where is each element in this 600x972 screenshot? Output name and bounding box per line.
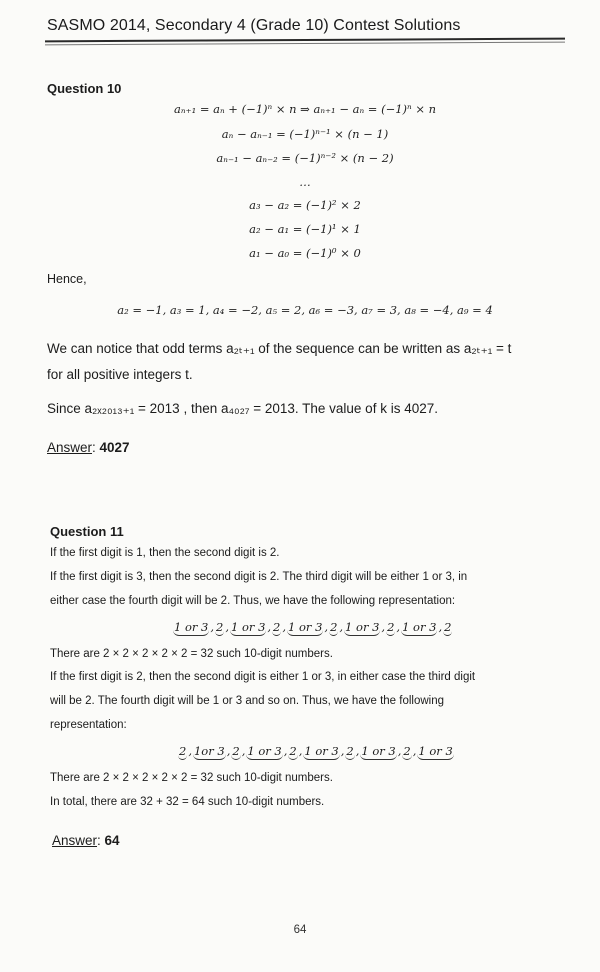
q11-answer: Answer: 64 xyxy=(52,833,120,848)
q11-line-3: either case the fourth digit will be 2. Thus, we have the following representation: xyxy=(50,595,456,607)
q10-hence: Hence, xyxy=(47,272,87,286)
q10-eq-1: aₙ₊₁ = aₙ + (−1)ⁿ × n ⇒ aₙ₊₁ − aₙ = (−1)ⁿ × n xyxy=(173,102,437,116)
q10-eq-5: a₃ − a₂ = (−1)² × 2 xyxy=(249,198,361,212)
q11-count-2: There are 2 × 2 × 2 × 2 × 2 = 32 such 10-digit numbers. xyxy=(50,772,333,784)
answer-label: Answer xyxy=(52,833,98,848)
group-odd: 1 or 3 xyxy=(174,620,209,634)
q10-notice-line1: We can notice that odd terms a₂ₜ₊₁ of the sequence can be written as a₂ₜ₊₁ = t xyxy=(47,341,512,356)
q10-answer: Answer: 4027 xyxy=(47,440,130,455)
q10-eq-6: a₂ − a₁ = (−1)¹ × 1 xyxy=(249,222,361,236)
answer-label: Answer xyxy=(47,440,93,455)
q10-eq-7: a₁ − a₀ = (−1)⁰ × 0 xyxy=(249,246,361,260)
header-title: SASMO 2014, Secondary 4 (Grade 10) Contest Solutions xyxy=(47,17,461,34)
q11-line-2: If the first digit is 3, then the second digit is 2. The third digit will be either 1 or 3, in xyxy=(50,571,468,583)
answer-value: 64 xyxy=(104,833,120,848)
q10-eq-2: aₙ − aₙ₋₁ = (−1)ⁿ⁻¹ × (n − 1) xyxy=(221,127,389,141)
q11-line-1: If the first digit is 1, then the second digit is 2. xyxy=(50,547,280,559)
q10-since-line: Since a₂ₓ₂₀₁₃₊₁ = 2013 , then a₄₀₂₇ = 2013. The value of k is 4027. xyxy=(47,401,438,416)
q11-count-1: There are 2 × 2 × 2 × 2 × 2 = 32 such 10-digit numbers. xyxy=(50,648,333,660)
answer-value: 4027 xyxy=(99,440,130,455)
q11-line-4: If the first digit is 2, then the second digit is either 1 or 3, in either case the third digit xyxy=(50,671,476,683)
q11-total: In total, there are 32 + 32 = 64 such 10-digit numbers. xyxy=(50,796,325,808)
q10-sequence: a₂ = −1, a₃ = 1, a₄ = −2, a₅ = 2, a₆ = −3, a₇ = 3, a₈ = −4, a₉ = 4 xyxy=(117,303,493,317)
question-11-heading: Question 11 xyxy=(50,524,124,539)
question-10-heading: Question 10 xyxy=(47,81,122,96)
q11-representation-2: 2 , 1or 3 , 2 , 1 or 3 , 2 , 1 or 3 , 2 , 1 or 3 , 2 , 1 or 3 xyxy=(179,744,453,758)
q10-eq-3: aₙ₋₁ − aₙ₋₂ = (−1)ⁿ⁻² × (n − 2) xyxy=(216,151,394,165)
q10-eq-ellipsis: … xyxy=(299,175,311,189)
page-number: 64 xyxy=(293,924,307,936)
q11-line-6: representation: xyxy=(50,719,127,731)
q10-notice-line2: for all positive integers t. xyxy=(47,367,193,382)
header-rule-thin xyxy=(45,42,565,46)
q11-line-5: will be 2. The fourth digit will be 1 or 3 and so on. Thus, we have the following xyxy=(50,695,444,707)
q11-representation-1: 1 or 3 , 2 , 1 or 3 , 2 , 1 or 3 , 2 , 1 or 3 , 2 , 1 or 3 , 2 xyxy=(174,620,452,634)
